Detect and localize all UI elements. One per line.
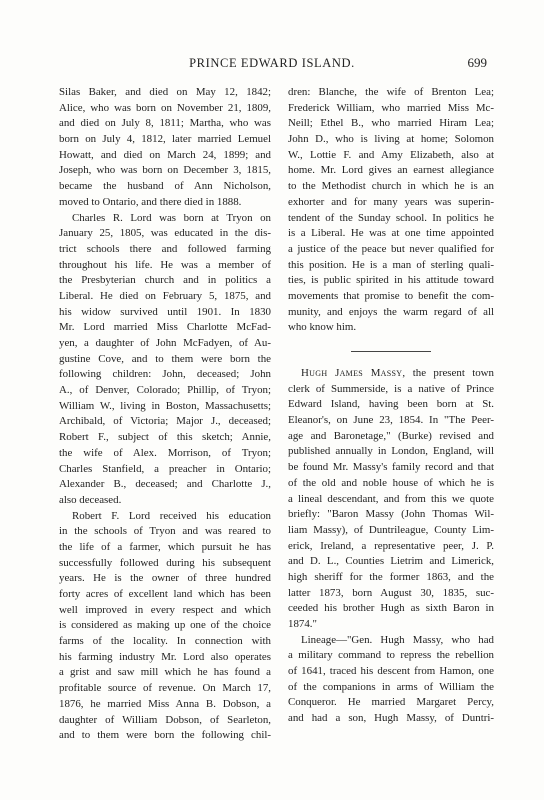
- text-line: following children: John, deceased; John: [59, 368, 271, 381]
- text-line: W., Lottie F. and Amy Elizabeth, also at: [288, 148, 494, 161]
- page-header: [0, 54, 544, 74]
- text-line: home. Mr. Lord gives an earnest allegiance: [288, 164, 494, 177]
- text-line: this position. He is a man of sterling quali-: [288, 258, 494, 271]
- page-number: 699: [467, 55, 487, 70]
- text-line: 1876, he married Miss Anna B. Dobson, a: [59, 697, 271, 710]
- text-line: Alexander B., deceased; and Charlotte J.,: [59, 478, 271, 491]
- running-title: PRINCE EDWARD ISLAND.: [189, 56, 355, 70]
- text-line: trict schools there and followed farming: [59, 242, 271, 255]
- text-line: the Presbyterian church and in politics a: [59, 274, 271, 287]
- text-line: profitable source of revenue. On March 17,: [59, 682, 271, 695]
- text-line: William W., living in Boston, Massachusetts;: [59, 399, 271, 412]
- text-line: Frederick William, who married Miss Mc-: [288, 101, 494, 114]
- text-line: to the Methodist church in which he is an: [288, 180, 494, 193]
- text-line: high sheriff for the former 1863, and the: [288, 570, 494, 583]
- text-line: Alice, who was born on November 21, 1809,: [59, 101, 271, 114]
- text-line: tendent of the Sunday school. In politics he: [288, 211, 494, 224]
- text-line: the life of a farmer, which pursuit he has: [59, 540, 271, 553]
- text-line: a lineal descendant, and from this we quote: [288, 492, 494, 505]
- left-column: [59, 85, 271, 744]
- text-line: Silas Baker, and died on May 12, 1842;: [59, 86, 271, 98]
- text-line: Eleanor's, on June 23, 1854. In "The Peer-: [288, 414, 494, 427]
- subject-name: Hugh James Massy,: [301, 367, 406, 379]
- text-line: farms of the locality. In connection with: [59, 635, 271, 648]
- text-line: became the husband of Ann Nicholson,: [59, 180, 271, 193]
- text-line: is a Liberal. He was at one time appointed: [288, 227, 494, 240]
- lord-sketch-continuation: [288, 85, 494, 336]
- text-line: Liberal. He died on February 5, 1875, and: [59, 289, 271, 302]
- text-line: Edward Island, having been born at St.: [288, 398, 494, 411]
- text-line: daughter of William Dobson, of Searleton,: [59, 713, 271, 726]
- text-line: ties, is public spirited in his attitude toward: [288, 274, 494, 287]
- right-column: [288, 85, 494, 727]
- text-line: throughout his life. He was a member of: [59, 258, 271, 271]
- text-line: Mr. Lord married Miss Charlotte McFad-: [59, 321, 271, 334]
- text-line: published annually in London, England, will: [288, 445, 494, 458]
- text-line: clerk of Summerside, is a native of Prince: [288, 382, 494, 395]
- text-line: Howatt, and died on March 24, 1899; and: [59, 148, 271, 161]
- text-line: erick, Ireland, a representative peer, J. P.: [288, 539, 494, 552]
- text-line: John D., who is living at home; Solomon: [288, 133, 494, 146]
- text-line: gustine Cove, and to them were born the: [59, 352, 271, 365]
- text-line: dren: Blanche, the wife of Brenton Lea;: [288, 86, 494, 98]
- text-line: a military command to repress the rebellion: [288, 649, 494, 662]
- text-line: Robert F. Lord received his education: [72, 509, 271, 522]
- text-line: latter 1873, born August 30, 1835, suc-: [288, 586, 494, 599]
- text-line: the wife of Alex. Morrison, of Tryon;: [59, 446, 271, 459]
- text-line: well improved in every respect and which: [59, 603, 271, 616]
- text-line: also deceased.: [59, 493, 122, 506]
- text-line: forty acres of excellent land which has been: [59, 588, 271, 600]
- opening-line-rest: the present town: [405, 367, 494, 379]
- section-gap: [288, 352, 494, 366]
- text-line: and had a son, Hugh Massy, of Duntri-: [288, 712, 494, 725]
- text-line: yen, a daughter of John McFadyen, of Au-: [59, 337, 271, 349]
- text-line: ceeded his brother Hugh as sixth Baron in: [288, 602, 494, 615]
- text-line: Charles R. Lord was born at Tryon on: [72, 211, 271, 224]
- text-line: a justice of the peace but never qualified for: [288, 242, 494, 255]
- text-line: of the old and noble house of which he is: [288, 476, 494, 489]
- massy-sketch: [288, 366, 494, 727]
- text-line: Neill; Ethel B., who married Hiram Lea;: [288, 117, 494, 130]
- text-line: and died on July 8, 1811; Martha, who was: [59, 117, 271, 130]
- text-line: in the schools of Tryon and was reared to: [59, 525, 271, 538]
- text-line: exhorter and for many years was superin-: [288, 195, 494, 208]
- text-line: Archibald, of Victoria; Major J., deceased;: [59, 415, 271, 428]
- text-line: January 25, 1805, was educated in the dis-: [59, 227, 271, 240]
- text-line: born on July 4, 1812, later married Lemuel: [59, 133, 271, 146]
- text-line: who know him.: [288, 321, 357, 334]
- text-line: Lineage—"Gen. Hugh Massy, who had: [301, 633, 494, 646]
- text-line: Robert F., subject of this sketch; Annie,: [59, 431, 271, 444]
- text-line: be found Mr. Massy's family record and that: [288, 461, 494, 474]
- text-line: a grist and saw mill which he has found a: [59, 666, 271, 679]
- massy-sketch-opening-line: [288, 366, 494, 382]
- text-line: of 1641, traced his descent from Hamon, one: [288, 665, 494, 678]
- text-line: briefly: "Baron Massy (John Thomas Wil-: [288, 508, 494, 521]
- text-line: Conqueror. He married Margaret Percy,: [288, 696, 494, 709]
- text-line: his farming industry Mr. Lord also operates: [59, 650, 271, 663]
- text-line: A., of Denver, Colorado; Phillip, of Tryon;: [59, 384, 271, 397]
- text-line: successfully followed during his subsequent: [59, 556, 271, 569]
- text-line: Charles Stanfield, a preacher in Ontario;: [59, 462, 271, 475]
- text-line: years. He is the owner of three hundred: [59, 572, 271, 585]
- text-line: age and Baronetage," (Burke) revised and: [288, 429, 494, 442]
- text-line: movements that promise to benefit the com-: [288, 289, 494, 302]
- text-line: munity, and enjoys the warm regard of all: [288, 305, 494, 318]
- text-line: and to them were born the following chil-: [59, 729, 271, 742]
- text-line: moved to Ontario, and there died in 1888.: [59, 195, 242, 208]
- text-line: liam Massy), of Duntrileague, County Lim-: [288, 523, 494, 536]
- text-line: his widow survived until 1901. In 1830: [59, 305, 271, 318]
- text-line: Joseph, who was born on December 3, 1815,: [59, 164, 271, 177]
- text-line: is considered as making up one of the choice: [59, 619, 271, 632]
- text-line: of the companions in arms of William the: [288, 680, 494, 693]
- text-line: and D. L., Counties Lietrim and Limerick,: [288, 555, 494, 568]
- text-line: 1874.": [288, 618, 317, 630]
